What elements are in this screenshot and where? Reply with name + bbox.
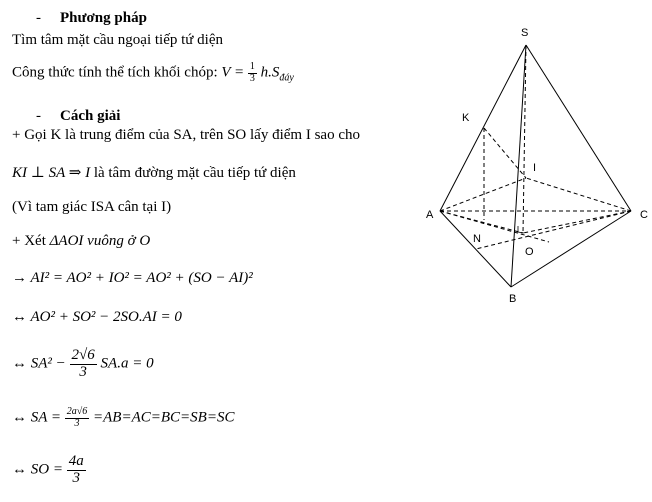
line-ci	[526, 178, 631, 211]
formula-fraction	[248, 62, 257, 84]
label-b: B	[509, 293, 517, 305]
eq5-num: 4a	[68, 453, 84, 469]
step-3: (Vì tam giác ISA cân tại I)	[12, 199, 172, 215]
eq4-lhs: ↔ SA =	[12, 409, 62, 426]
equation-4	[12, 407, 234, 429]
formula-rhs: h.S	[260, 64, 280, 81]
volume-formula	[12, 62, 294, 84]
section2-bullet: -	[36, 108, 41, 124]
label-c: C	[640, 209, 648, 221]
edge-sa	[440, 45, 526, 211]
label-s: S	[521, 27, 529, 39]
eq5-fraction	[67, 454, 86, 487]
line-a-bc	[440, 211, 549, 242]
equation-5	[12, 454, 86, 487]
step-4	[12, 233, 150, 250]
eq4-fraction	[65, 407, 90, 429]
section1-heading: Phương pháp	[60, 10, 147, 26]
step-2-text: là tâm đường mặt cầu tiếp tứ diện	[93, 165, 296, 181]
eq5-lhs: ↔ SO =	[12, 461, 63, 478]
step-1: + Gọi K là trung điểm của SA, trên SO lấy điểm I sao cho	[12, 127, 360, 143]
section1-bullet: -	[36, 10, 41, 26]
line-ai	[440, 178, 526, 211]
line-sphere: Tìm tâm mặt cầu ngoại tiếp tứ diện	[12, 32, 223, 48]
eq3-rhs: SA.a = 0	[100, 355, 154, 372]
formula-lhs: V =	[221, 64, 245, 81]
eq4-num: 2a√6	[66, 406, 88, 417]
line-ao	[440, 211, 523, 233]
equation-1: → AI² = AO² + IO² = AO² + (SO − AI)²	[12, 270, 253, 286]
eq3-fraction	[70, 348, 97, 381]
label-n: N	[473, 233, 481, 245]
section2-heading: Cách giải	[60, 108, 121, 124]
label-a: A	[426, 209, 434, 221]
line-co	[523, 211, 631, 233]
label-o: O	[525, 246, 534, 258]
equation-2: ↔ AO² + SO² − 2SO.AI = 0	[12, 309, 182, 325]
step-4-math: ΔAOI vuông ở O	[49, 233, 151, 249]
step-2	[12, 163, 296, 182]
edge-sc	[526, 45, 631, 211]
label-i: I	[533, 162, 537, 174]
eq3-lhs: ↔ SA² −	[12, 355, 66, 372]
eq3-num: 2√6	[71, 347, 95, 363]
step-2-math: KI ⊥ SA ⇒ I	[12, 165, 91, 181]
formula-frac-den: 3	[249, 72, 255, 84]
step-4-prefix: + Xét	[12, 233, 46, 249]
formula-frac-num: 1	[249, 61, 255, 72]
edge-ab	[440, 211, 511, 287]
formula-label: Công thức tính thể tích khối chóp:	[12, 64, 218, 81]
eq4-rhs: =AB=AC=BC=SB=SC	[93, 409, 235, 426]
line-cn	[476, 211, 631, 249]
label-k: K	[462, 112, 470, 124]
eq4-den: 3	[74, 417, 80, 429]
equation-3	[12, 348, 154, 381]
tetrahedron-diagram	[400, 20, 650, 310]
eq5-den: 3	[72, 469, 80, 486]
formula-sub: đáy	[279, 72, 294, 84]
eq3-den: 3	[79, 363, 87, 380]
